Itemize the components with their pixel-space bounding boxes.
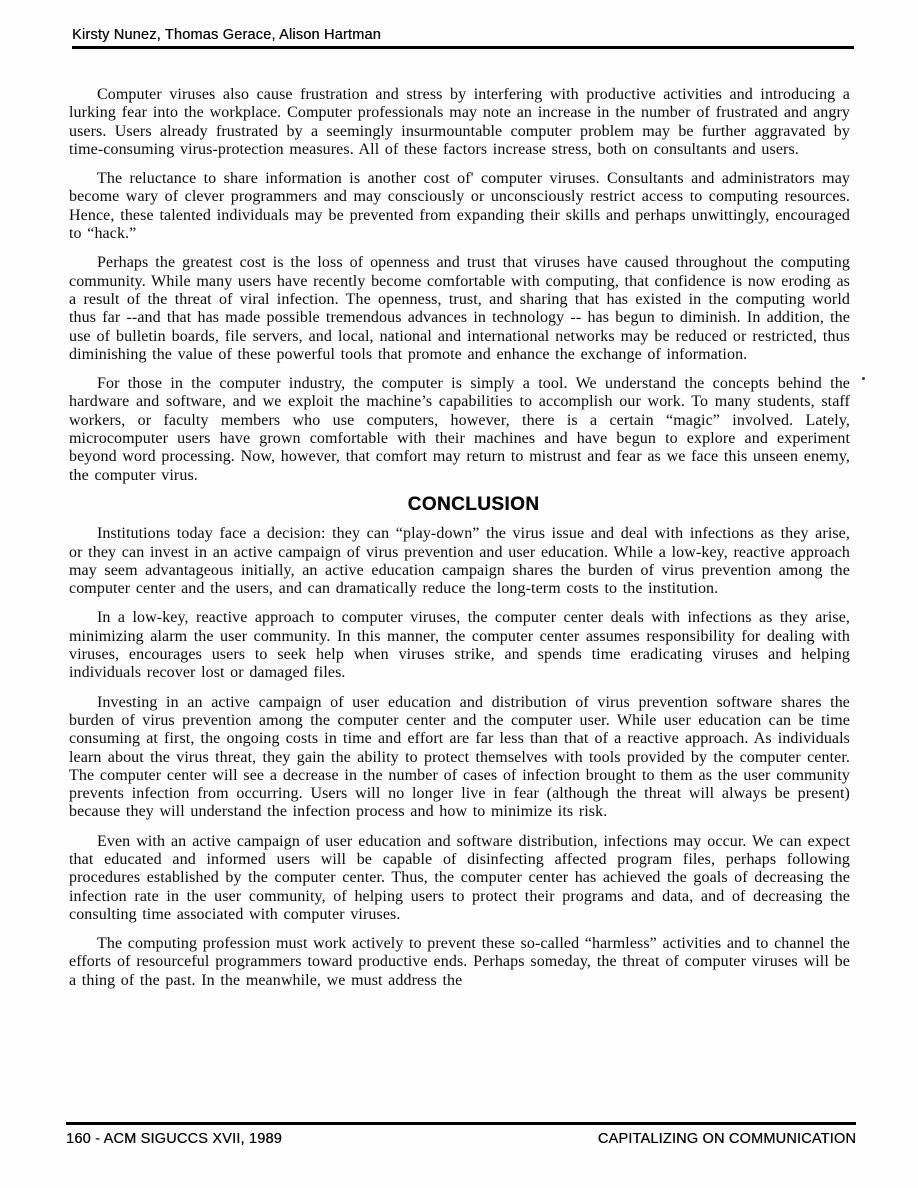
page-header <box>72 27 854 49</box>
article-body <box>69 86 850 1001</box>
running-head-authors: Kirsty Nunez, Thomas Gerace, Alison Hartman <box>72 27 381 43</box>
paragraph-computing-profession: The computing profession must work actively to prevent these so-called “harmless” activities and to channel the efforts of resourceful programmers toward productive ends. Perhaps someday, the threat of computer viruses will be a thing of the past. In the meanwhile, we must address the <box>69 935 850 989</box>
footer-rule <box>66 1122 856 1125</box>
paragraph-costs-stress: Computer viruses also cause frustration and stress by interfering with productive activities and introducing a lurking fear into the workplace. Computer professionals may note an increase in the number of frustrated and angry users. Users already frustrated by a seemingly insurmountable computer problem may be further aggravated by time-consuming virus-protection measures. All of these factors increase stress, both on consultants and users. <box>69 86 850 158</box>
paragraph-infections-may-occur: Even with an active campaign of user education and software distribution, infections may occur. We can expect that educated and informed users will be capable of disinfecting affected program files, perhaps following procedures established by the computer center. Thus, the computer center has achieved the goals of decreasing the infection rate in the user community, of helping users to protect their programs and data, and of decreasing the consulting time associated with computer viruses. <box>69 832 850 923</box>
paragraph-institutions-decision: Institutions today face a decision: they can “play-down” the virus issue and deal with infections as they arise, or they can invest in an active campaign of virus prevention and user education. While a low-key, reactive approach may seem advantageous initially, an active education campaign shares the burden of virus prevention among the computer center and the users, and can dramatically reduce the long-term costs to the institution. <box>69 525 850 598</box>
paragraph-reluctance-share: The reluctance to share information is another cost of' computer viruses. Consultants and administrators may become wary of clever programmers and may consciously or unconsciously restrict access to computing resources. Hence, these talented individuals may be prevented from expanding their skills and perhaps unwittingly, encouraged to “hack.” <box>69 170 850 243</box>
footer-row <box>66 1131 856 1147</box>
scan-artifact-dot <box>862 377 865 380</box>
section-heading-conclusion: CONCLUSION <box>407 493 540 515</box>
page-footer <box>66 1122 856 1147</box>
paragraph-loss-of-openness: Perhaps the greatest cost is the loss of openness and trust that viruses have caused throughout the computing community. While many users have recently become comfortable with computing, that confidence is now eroding as a result of the threat of viral infection. The openness, trust, and sharing that has existed in the computing world thus far --and that has made possible tremendous advances in technology -- has begun to diminish. In addition, the use of bulletin boards, file servers, and local, national and international networks may be reduced or restricted, thus diminishing the value of these powerful tools that promote and enhance the exchange of information. <box>69 254 850 363</box>
header-rule <box>72 46 854 49</box>
paragraph-computer-as-tool: For those in the computer industry, the computer is simply a tool. We understand the concepts behind the hardware and software, and we exploit the machine’s capabilities to accomplish our work. To many students, staff workers, or faculty members who use computers, however, there is a certain “magic” involved. Lately, microcomputer users have grown comfortable with their machines and have begun to explore and experiment beyond word processing. Now, however, that comfort may return to mistrust and fear as we face this unseen enemy, the computer virus. <box>69 375 850 484</box>
paragraph-low-key-approach: In a low-key, reactive approach to computer viruses, the computer center deals with infections as they arise, minimizing alarm the user community. In this manner, the computer center assumes responsibility for dealing with viruses, encourages users to seek help when viruses strike, and spends time eradicating viruses and helping individuals recover lost or damaged files. <box>69 609 850 682</box>
footer-page-number-proceedings: 160 - ACM SIGUCCS XVII, 1989 <box>66 1131 282 1147</box>
footer-conference-title: CAPITALIZING ON COMMUNICATION <box>597 1131 856 1147</box>
paragraph-active-campaign: Investing in an active campaign of user education and distribution of virus prevention software shares the burden of virus prevention among the computer center and the computer user. While user education can be time consuming at first, the ongoing costs in time and effort are far less than that of a reactive approach. As individuals learn about the virus threat, they gain the ability to protect themselves with tools provided by the computer center. The computer center will see a decrease in the number of cases of infection brought to them as the user community prevents infection from occurring. Users will no longer live in fear (although the threat will always be present) because they will understand the infection process and how to minimize its risk. <box>69 693 850 821</box>
